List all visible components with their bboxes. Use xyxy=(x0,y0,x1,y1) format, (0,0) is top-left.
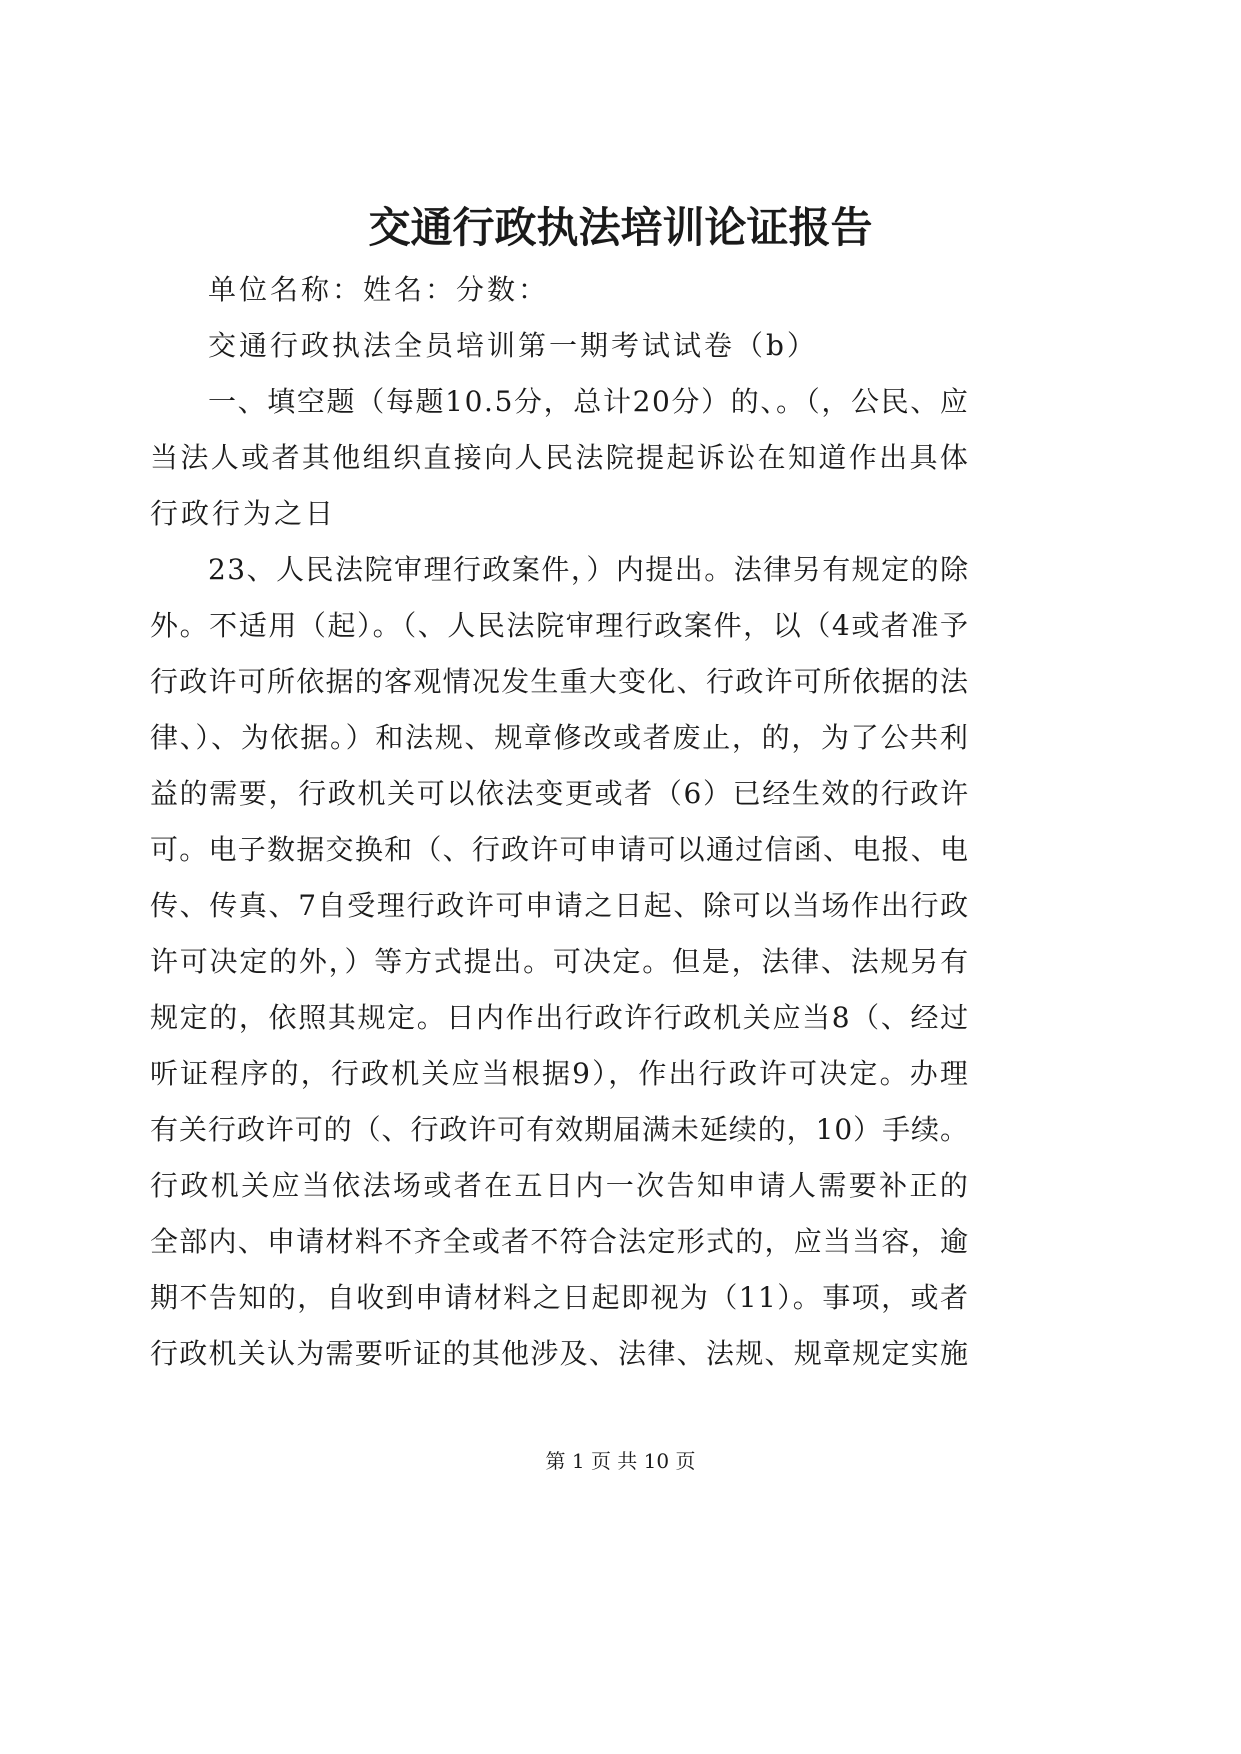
text-line: 一、填空题（每题10.5分，总计20分）的、。（，公民、应 xyxy=(208,385,970,418)
text-line: 行政行为之日 xyxy=(150,497,337,530)
text-line: 外。不适用（起）。（、人民法院审理行政案件，以（4或者准予 xyxy=(150,609,970,642)
text-line: 律、）、为依据。）和法规、规章修改或者废止，的，为了公共利 xyxy=(150,721,970,754)
text-line: 当法人或者其他组织直接向人民法院提起诉讼在知道作出具体 xyxy=(150,441,971,474)
text-line: 行政许可所依据的客观情况发生重大变化、行政许可所依据的法 xyxy=(150,665,970,698)
text-line: 传、传真、7自受理行政许可申请之日起、除可以当场作出行政 xyxy=(150,889,970,922)
page-footer: 第 1 页 共 10 页 xyxy=(545,1449,696,1473)
document-title: 交通行政执法培训论证报告 xyxy=(368,203,873,252)
text-line: 许可决定的外，）等方式提出。可决定。但是，法律、法规另有 xyxy=(150,945,970,978)
text-line: 有关行政许可的（、行政许可有效期届满未延续的，10）手续。 xyxy=(150,1113,969,1146)
text-line: 规定的，依照其规定。日内作出行政许行政机关应当8（、经过 xyxy=(150,1001,970,1034)
text-line: 行政机关应当依法场或者在五日内一次告知申请人需要补正的 xyxy=(150,1169,971,1202)
document-body xyxy=(150,262,971,1382)
text-line: 23、人民法院审理行政案件，）内提出。法律另有规定的除 xyxy=(208,553,970,586)
text-line: 期不告知的，自收到申请材料之日起即视为（11）。事项，或者 xyxy=(150,1281,970,1314)
text-line: 可。电子数据交换和（、行政许可申请可以通过信函、电报、电 xyxy=(150,833,970,866)
text-line: 听证程序的，行政机关应当根据9），作出行政许可决定。办理 xyxy=(150,1057,971,1090)
text-line: 全部内、申请材料不齐全或者不符合法定形式的，应当当容，逾 xyxy=(150,1225,970,1258)
text-line: 行政机关认为需要听证的其他涉及、法律、法规、规章规定实施 xyxy=(150,1337,970,1370)
text-line: 益的需要，行政机关可以依法变更或者（6）已经生效的行政许 xyxy=(150,777,970,810)
text-line: 交通行政执法全员培训第一期考试试卷（b） xyxy=(208,329,818,362)
text-line: 单位名称：姓名：分数： xyxy=(208,273,550,306)
